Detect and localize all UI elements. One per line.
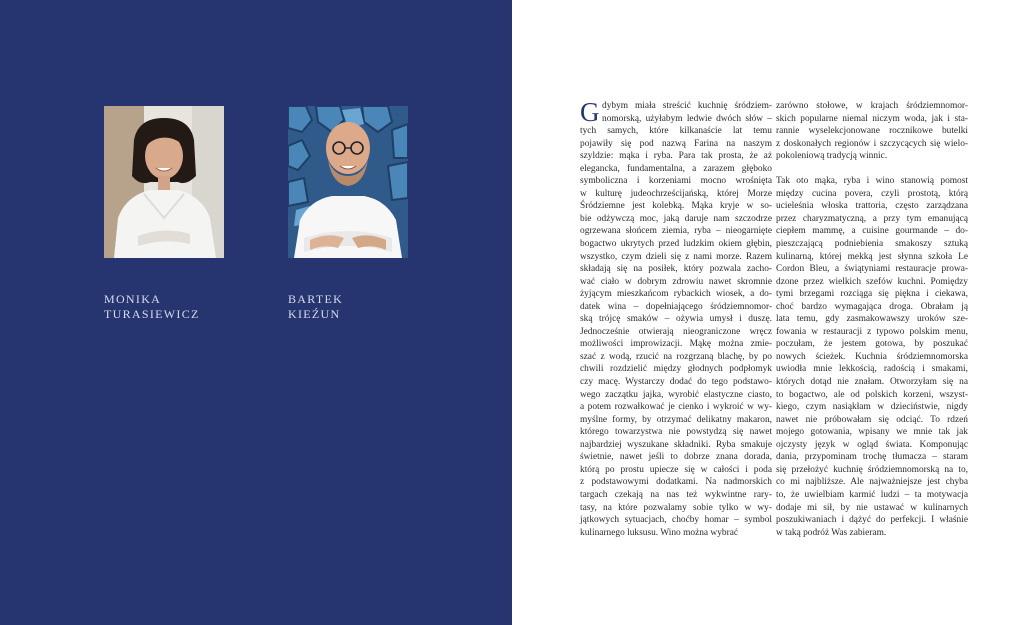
article-line: Śródziemne jest kolebką. Mąka kryje w so- (580, 201, 772, 212)
article-line: symboliczna i korzeniami mocno wrośnięta (580, 176, 772, 187)
article-line: Cordon Bleu, a świątyniami restauracje prowa- (776, 264, 968, 275)
article-line: dodaje mi sił, by nie ustawać w kulinarnych (776, 502, 968, 513)
article-line: to bogactwo, ale od polskich korzeni, wszyst- (776, 389, 968, 400)
article-column-2 (776, 100, 968, 539)
article-line: którego towarzystwa nie powstydzą się nawet (580, 427, 772, 438)
article-line: w kulturę judeochrześcijańską, której Morze (580, 188, 772, 199)
article-line: a potem rozwałkować je cienko i wykroić w wy- (580, 402, 772, 413)
article-line: elegancka, fundamentalna, a zarazem głęboko (580, 163, 772, 174)
article-line: uwiodła mnie lekkością, radością i smakami, (776, 364, 968, 375)
article-line: szyldzie: mąka i ryba. Para tak prosta, że aż (580, 151, 772, 162)
article-line: ucieleśnia włoska trattoria, często zarządzana (776, 201, 968, 212)
article-line: to, że uwielbiam karmić ludzi – ta motywacja (776, 489, 968, 500)
author-first-name: BARTEK (288, 292, 344, 306)
article-line: dania, przypominam trochę tłumacza – staram (776, 452, 968, 463)
article-column-1 (580, 97, 772, 539)
article-line: kulinarnego luksusu. Wino można wybrać (580, 527, 739, 538)
article-line: zarówno stołowe, w krajach śródziemnomor- (776, 101, 968, 111)
author-last-name: TURASIEWICZ (104, 307, 200, 321)
article-line: tych samych, które kilkanaście lat temu (580, 126, 772, 137)
article-line: się przełożyć kuchnię śródziemnomorską na to, (776, 464, 968, 475)
article-line: świetnie, nawet jeśli to dobrze znana dorada, (580, 452, 772, 463)
article-line: chwili rozdzielić między głodnych podpłomyk (580, 364, 772, 375)
author-name-monika (104, 292, 200, 322)
article-line: choć bardzo wymagająca droga. Obrałam ją (776, 301, 968, 312)
article-line: nowych ścieżek. Kuchnia śródziemnomorska (776, 351, 968, 362)
article-line: których dotąd nie znałam. Otworzyłam się na (776, 377, 968, 388)
article-line: wać ciało w dobrym zdrowiu nawet skromnie (580, 276, 772, 287)
article-line: dzone przez wielkich szefów kuchni. Pomiędzy (776, 276, 968, 287)
article-line: rannie wyselekcjonowane rocznikowe butelki (776, 126, 968, 137)
portrait-woman-image (104, 106, 224, 258)
article-line: żyjącym mieszkańcom rybackich wiosek, a do- (580, 289, 772, 300)
article-line: kulinarną, której mekką jest słynna szkoła Le (776, 251, 968, 262)
author-name-bartek (288, 292, 343, 322)
article-line: pokoleniową tradycją winnic. (776, 151, 888, 162)
article-line: czy macę. Wystarczy dodać do tego podstawo- (580, 377, 772, 388)
article-line: pieszczającą podniebienia smakoszy sztuką (776, 239, 968, 250)
article-line: którą po prostu upiecze się w całości i poda (580, 464, 772, 475)
article-line: składają się na posiłek, który pozwala zacho- (580, 264, 772, 275)
article-line: targach czekają na nas też wykwintne rary- (580, 489, 772, 500)
portrait-man-image (288, 106, 408, 258)
drop-cap: G (580, 97, 600, 127)
article-line: tymi brzegami rozciąga się piękna i ciekawa, (776, 289, 968, 300)
article-line: poszukiwaniach i dążyć do perfekcji. I właśnie (776, 515, 968, 526)
article-line: ciepłem mammę, a cuisine gourmande – do- (776, 226, 968, 237)
article-line: ogrzewana słońcem ziemia, ryba – nieogarnięte (580, 226, 772, 237)
article-line: między cucina povera, czyli prostotą, którą (776, 188, 968, 199)
article-line: fowania w restauracji z typowo polskim menu, (776, 326, 968, 337)
paragraph-gap (776, 163, 968, 176)
article-line: mojego gotowania, wpisany we mnie tak jak (776, 427, 968, 438)
article-line: kiego, czym nasiąkłam w dzieciństwie, nigdy (776, 402, 968, 413)
article-line: nomorską, użyłabym ledwie dwóch słów – (602, 113, 772, 124)
article-line: wego zaczątku jajka, wyrobić elastyczne ciasto, (580, 389, 772, 400)
author-first-name: MONIKA (104, 292, 162, 306)
article-line: jątkowych sytuacjach, choćby homar – symbol (580, 515, 772, 526)
author-photo-monika (104, 106, 224, 258)
article-line: co mi najbliższe. Ale najważniejsze jest chyba (776, 477, 968, 488)
author-last-name: KIEŹUN (288, 307, 341, 321)
article-line: bie odżywczą moc, jaką daruje nam szczodrze (580, 213, 772, 224)
article-line: ską trójcę smaków – ożywia umysł i duszę. (580, 314, 772, 325)
article-line: datek wina – dopełniającego śródziemnomor- (580, 301, 772, 312)
article-line: myślne formy, by otrzymać delikatny makaron, (580, 414, 772, 425)
article-line: dybym miała streścić kuchnię śródziem- (602, 101, 772, 111)
article-line: Jednocześnie otwierają nieograniczone wręcz (580, 326, 772, 337)
article-line: poczułam, że jestem gotowa, by poszukać (776, 339, 968, 350)
article-line: możliwości improwizacji. Mąkę można zmie- (580, 339, 772, 350)
article-line: lata temu, gdy zasmakowawszy uroków sze- (776, 314, 968, 325)
article-line: z podstawowymi dodatkami. Na nadmorskich (580, 477, 772, 488)
article-line: z doskonałych regionów i szczycących się wielo- (776, 138, 968, 149)
article-line: pojawiły się pod nazwą Farina na naszym (580, 138, 772, 149)
article-line: Tak oto mąka, ryba i wino stanowią pomost (776, 176, 968, 187)
article-line: nawet nie próbowałam się odciąć. To rdzeń (776, 414, 968, 425)
article-line: najbardziej wyszukane składniki. Ryba smakuje (580, 439, 772, 450)
article-line: przez charyzmatyczną, a przy tym emanującą (776, 213, 968, 224)
article-line: w taką podróż Was zabieram. (776, 527, 887, 538)
article-line: skich popularne niemal niczym woda, jak i sta- (776, 113, 968, 124)
article-line: ojczysty język w ogląd świata. Komponując (776, 439, 968, 450)
article-line: bogactwo ukrytych przed ludzkim okiem głębin, (580, 239, 772, 250)
article-line: szać z wodą, rzucić na rozgrzaną blachę, by po (580, 351, 772, 362)
article-line: tasy, na które pozwalamy sobie tylko w wy- (580, 502, 772, 513)
author-photo-bartek (288, 106, 408, 258)
article-line: wszystko, czym dzieli się z nami morze. Razem (580, 251, 772, 262)
